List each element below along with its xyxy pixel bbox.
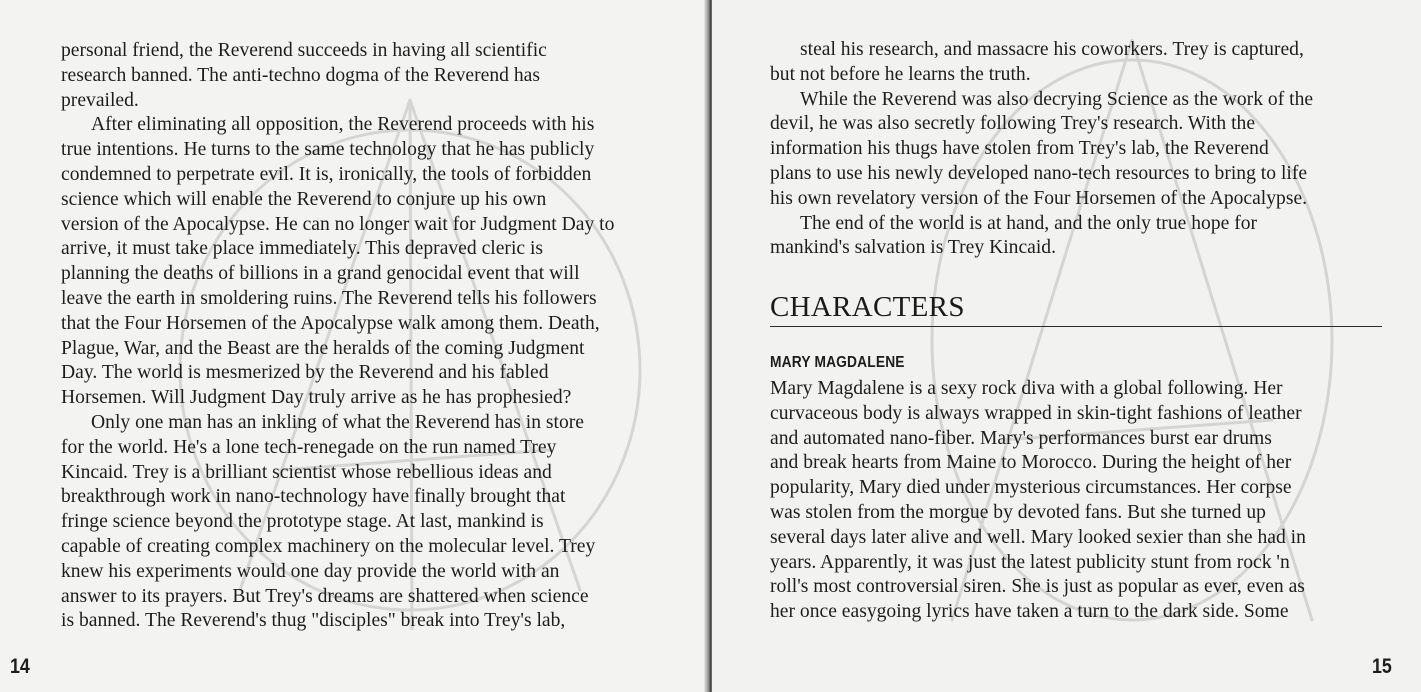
text-line: that the Four Horsemen of the Apocalypse walk among them. Death, [61,312,600,334]
text-line: was stolen from the morgue by devoted fans. But she turned up [770,501,1266,523]
paragraph [61,39,673,113]
text-line: prevailed. [61,89,139,111]
right-body-text [770,38,1382,261]
section-heading: CHARACTERS [770,290,1382,327]
paragraph [61,411,673,436]
left-page [0,0,708,692]
text-line: Kincaid. Trey is a brilliant scientist whose rebellious ideas and [61,461,552,483]
text-line: for the world. He's a lone tech-renegade on the run named Trey [61,436,557,458]
text-line: science which will enable the Reverend to conjure up his own [61,188,547,210]
text-line: Only one man has an inkling of what the Reverend has in store [91,411,584,433]
text-line: popularity, Mary died under mysterious circumstances. Her corpse [770,477,1292,499]
text-line: steal his research, and massacre his coworkers. Trey is captured, [800,39,1304,60]
text-line: research banned. The anti-techno dogma of the Reverend has [61,64,540,86]
paragraph [770,38,1382,63]
character-description [770,377,1382,625]
paragraph [770,236,1382,261]
text-line: plans to use his newly developed nano-tech resources to bring to life [770,162,1308,184]
text-line: Plague, War, and the Beast are the heralds of the coming Judgment [61,337,585,359]
text-line: arrive, it must take place immediately. This depraved cleric is [61,238,544,260]
paragraph [770,112,1382,211]
text-line: Day. The world is mesmerized by the Reverend and his fabled [61,362,549,384]
page-number-left: 14 [10,655,30,678]
text-line: version of the Apocalypse. He can no longer wait for Judgment Day to [61,213,615,235]
text-line: but not before he learns the truth. [770,63,1031,85]
text-line: true intentions. He turns to the same technology that he has publicly [61,139,595,161]
text-line: devil, he was also secretly following Trey's research. With the [770,113,1256,135]
text-line: answer to its prayers. But Trey's dreams are shattered when science [61,585,589,607]
text-line: roll's most controversial siren. She is just as popular as ever, even as [770,576,1305,598]
text-line: The end of the world is at hand, and the only true hope for [800,212,1258,234]
paragraph [61,138,673,411]
text-line: several days later alive and well. Mary looked sexier than she had in [770,526,1306,548]
left-body-text [61,39,673,634]
text-line: planning the deaths of billions in a grand genocidal event that will [61,263,580,285]
text-line: is banned. The Reverend's thug "disciples" break into Trey's lab, [61,610,566,632]
text-line: While the Reverend was also decrying Science as the work of the [800,88,1314,110]
paragraph [770,88,1382,113]
paragraph [770,212,1382,237]
paragraph [61,113,673,138]
text-line: personal friend, the Reverend succeeds in having all scientific [61,40,547,61]
text-line: fringe science beyond the prototype stage. At last, mankind is [61,511,544,533]
text-line: information his thugs have stolen from Trey's lab, the Reverend [770,138,1269,160]
text-line: years. Apparently, it was just the latest publicity stunt from rock 'n [770,551,1290,573]
text-line: mankind's salvation is Trey Kincaid. [770,237,1056,259]
text-line: and automated nano-fiber. Mary's performances burst ear drums [770,427,1272,449]
text-line: curvaceous body is always wrapped in skin-tight fashions of leather [770,402,1302,424]
text-line: his own revelatory version of the Four Horsemen of the Apocalypse. [770,187,1308,209]
paragraph [770,63,1382,88]
text-line: her once easygoing lyrics have taken a turn to the dark side. Some [770,601,1289,623]
text-line: breakthrough work in nano-technology have finally brought that [61,486,566,508]
text-line: and break hearts from Maine to Morocco. During the height of her [770,452,1292,474]
paragraph [61,436,673,634]
text-line: leave the earth in smoldering ruins. The Reverend tells his followers [61,287,597,309]
page-number-right: 15 [1372,655,1392,678]
text-line: Mary Magdalene is a sexy rock diva with a global following. Her [770,378,1283,399]
right-page [712,0,1421,692]
character-name: MARY MAGDALENE [770,354,905,371]
text-line: Horsemen. Will Judgment Day truly arrive as he has prophesied? [61,387,572,409]
text-line: After eliminating all opposition, the Reverend proceeds with his [91,114,595,136]
text-line: condemned to perpetrate evil. It is, ironically, the tools of forbidden [61,163,592,185]
text-line: capable of creating complex machinery on the molecular level. Trey [61,535,596,557]
text-line: knew his experiments would one day provide the world with an [61,560,560,582]
